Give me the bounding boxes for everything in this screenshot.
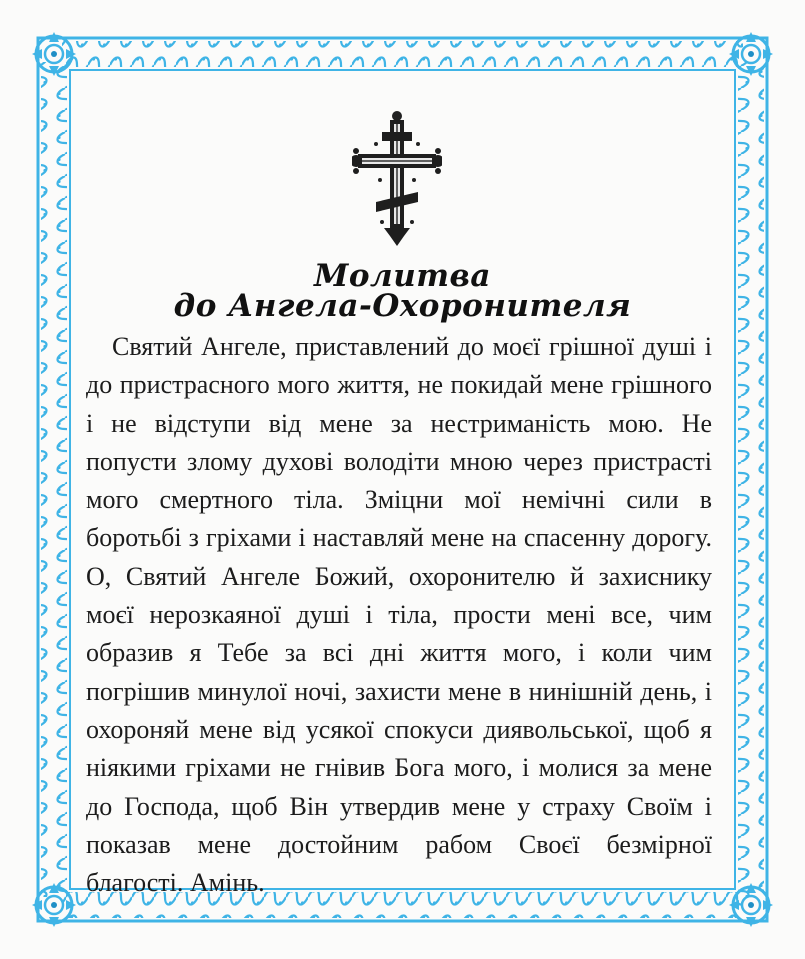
prayer-title-line1: Молитва <box>314 258 491 294</box>
prayer-title-line2: до Ангела-Охоронителя <box>173 288 632 324</box>
orthodox-cross-icon <box>352 110 442 250</box>
prayer-text: Святий Ангеле, приставлений до моєї грішної душі і до пристрасного мого життя, не покидай мене грішного і не відступи від мене за нестриманість мою. Не попусти злому духові володіти мною через пристрасті мого смертного тіла. Зміцни мої немічні сили в боротьбі з гріхами і наставляй мене на спасенну дорогу. О, Святий Ангеле Божий, охоронителю й захиснику моєї нерозкаяної душі і тіла, прости мені все, чим образив я Тебе за всі дні життя мого, і коли чим погрішив минулої ночі, захисти мене в нинішній день, і охороняй мене від усякої спокуси диявольської, щоб я ніякими гріхами не гнівив Бога мого, і молися за мене до Господа, щоб Він утвердив мене у страху Своїм і показав мене достойним рабом Своєї безмірної благості. Амінь. <box>86 332 712 898</box>
